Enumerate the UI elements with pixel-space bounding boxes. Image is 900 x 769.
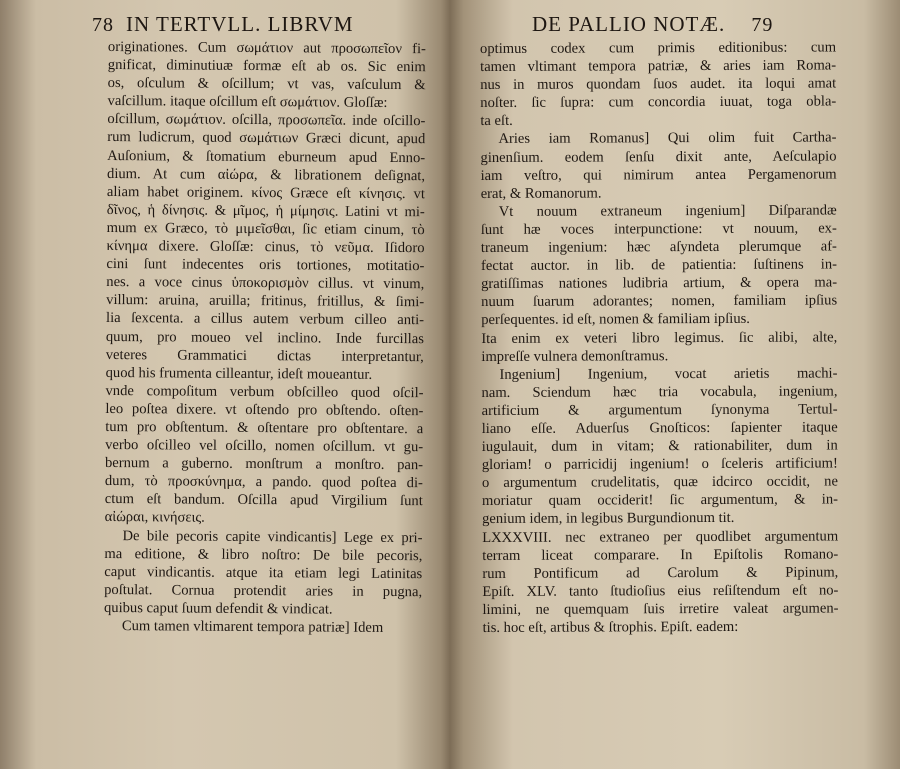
text-line: vaſcillum. itaque oſcillum eſt σωμάτιον. Gloſſæ: xyxy=(107,93,388,112)
text-line: verbo oſcilleo vel oſcillo, nomen oſcillum. vt gu- xyxy=(105,437,424,456)
page-number-left: 78 xyxy=(92,14,114,36)
text-line: gloriam! o parricidij ingenium! o ſceleris artificium! xyxy=(481,455,838,474)
text-line: Auſonium, & ſtomatium eburneum apud Enno- xyxy=(107,147,426,166)
left-page xyxy=(0,0,448,769)
text-line: perſequentes. id eſt, nomen & familiam ipſius. xyxy=(481,311,750,329)
text-line: αἰώραι, κινήσεις. xyxy=(104,509,205,527)
text-line: oſcillum, σωμάτιον. oſcilla, προσωπεῖα. inde oſcillo- xyxy=(107,111,426,130)
text-line: optimus codex cum primis editionibus: cum xyxy=(480,39,837,57)
running-header-right xyxy=(532,12,773,37)
text-line: De bile pecoris capite vindicantis] Lege ex pri- xyxy=(122,527,423,546)
running-title-right: DE PALLIO NOTÆ. xyxy=(532,12,726,36)
text-line: aliam habet originem. κίνος Græce eſt κίνησις. vt xyxy=(106,183,425,202)
text-line: dium. At cum αἰώρα, & librationem deſignat, xyxy=(106,165,426,184)
text-line: originationes. Cum σωμάτιον aut προσωπεῖον fi- xyxy=(107,38,426,58)
text-line: veteres Grammatici dictas interpretantur, xyxy=(105,346,424,365)
text-line: gratiſſimas nationes ludibria artium, & opera ma- xyxy=(481,274,838,293)
page-number-right: 79 xyxy=(751,14,774,36)
text-line: ſunt hæ voces interpunctione: vt nouum, ex- xyxy=(480,220,837,238)
running-header-left xyxy=(92,12,354,37)
text-line: erat, & Romanorum. xyxy=(480,185,602,202)
text-line: ta eſt. xyxy=(480,113,513,130)
text-line: noſter. ſic ſupra: cum concordia iuuat, toga obla- xyxy=(480,93,837,112)
text-line: gnificat, diminutiuæ formæ eſt ab os. Sic enim xyxy=(107,57,426,76)
text-line: ginenſium. eodem ſenſu dixit ante, Aeſculapio xyxy=(480,148,837,166)
text-line: quod his frumenta cilleantur, ideſt moueantur. xyxy=(105,364,373,383)
text-line: artificium & argumentum ſynonyma Tertul- xyxy=(481,401,838,419)
text-line: Epiſt. XLV. tanto ſtudioſius eius reſiſtendum eſt no- xyxy=(482,582,839,600)
text-line: terram liceat comparare. In Epiſtolis Romano- xyxy=(482,546,839,564)
text-line: Aries iam Romanus] Qui olim fuit Cartha- xyxy=(498,129,837,148)
text-line: fectat auctor. in lib. de patientia: ſuſtinens in- xyxy=(480,256,838,275)
right-text-block xyxy=(480,38,839,637)
text-line: Vt nouum extraneum ingenium] Diſparandæ xyxy=(498,202,837,220)
text-line: mum ex Græco, τὸ μιμεῖσθαι, ſic etiam cinum, τὸ xyxy=(106,219,425,239)
text-line: lia ſexcenta. a cillus autem verbum cilleo anti- xyxy=(105,310,425,329)
text-line: Ita enim ex veteri libro legimus. ſic alibi, alte, xyxy=(481,328,838,347)
text-line: ma editione, & libro noſtro: De bile pecoris, xyxy=(104,545,423,564)
text-line: rum Pontificum ad Carolum & Pipinum, xyxy=(482,564,839,582)
text-line: iam veſtro, qui nimirum antea Pergamenorum xyxy=(480,166,837,184)
text-line: ctum eſt bandum. Oſcilla apud Virgilium ſunt xyxy=(104,491,423,510)
text-line: dum, τὸ προσκύνημα, a pando. quod poſtea di- xyxy=(104,473,423,492)
text-line: Cum tamen vltimarent tempora patriæ] Idem xyxy=(121,618,384,636)
text-line: o argumentum crudelitatis, quæ idcirco occidit, ne xyxy=(481,473,838,492)
left-text-block xyxy=(104,38,426,637)
text-line: tum pro obſtentum. & oſtentare pro obſtentare. a xyxy=(105,418,424,438)
text-line: moriatur quam occiderit! ſic argumentum, & in- xyxy=(481,491,839,510)
text-line: nam. Sciendum hæc tria vocabula, ingenium, xyxy=(481,383,838,401)
text-line: genium idem, in legibus Burgundionum tit. xyxy=(482,510,735,528)
text-line: limini, ne quemquam ſuis irretire valeat argumen- xyxy=(482,600,839,618)
running-title-left: IN TERTVLL. LIBRVM xyxy=(126,12,354,36)
text-line: impreſſe vulnera demonſtramus. xyxy=(481,347,669,365)
text-line: bernum a guberno. monſtrum a monſtro. pan- xyxy=(104,455,424,474)
text-line: traneum ingenium: hæc aſyndeta plerumque af- xyxy=(480,238,837,257)
text-line: cini ſunt indecentes oris tortiones, motitatio- xyxy=(106,256,425,275)
text-line: leo poſtea dixere. vt oſtendo pro obſtendo. oſten- xyxy=(105,400,424,420)
text-line: nes. a voce cinus ὑποκορισμὸν cillus. vt vinum, xyxy=(106,274,425,293)
text-line: quum, pro moueo vel inclino. Inde furcillas xyxy=(105,328,424,347)
text-line: liano eſſe. Aduerſus Gnoſticos: ſapienter itaque xyxy=(481,419,838,437)
text-line: iugulauit, dum in vitam; & rationabiliter, dum in xyxy=(481,437,838,456)
text-line: LXXXVIII. nec extraneo per quodlibet argumentum xyxy=(482,527,839,546)
text-line: κίνημα dixere. Gloſſæ: cinus, τὸ νεῦμα. Iſidoro xyxy=(106,238,425,257)
text-line: quibus caput ſuum defendit & vindicat. xyxy=(103,599,333,618)
text-line: δῖνος, ἡ δίνησις. & μῖμος, ἡ μίμησις. Latini vt mi- xyxy=(106,201,425,221)
text-line: Ingenium] Ingenium, vocat arietis machi- xyxy=(499,365,838,383)
text-line: tamen vltimant tempora patriæ, & aries iam Roma- xyxy=(480,57,837,76)
text-line: poſtulat. Cornua protendit aries in pugna, xyxy=(104,581,423,601)
text-line: caput vindicantis. atque ita etiam legi Latinitas xyxy=(104,563,423,582)
text-line: tis. hoc eſt, artibus & ſtrophis. Epiſt. eadem: xyxy=(482,618,739,636)
right-page xyxy=(452,0,900,769)
text-line: os, oſculum & oſcillum; vt vas, vaſculum & xyxy=(107,75,426,94)
text-line: nuum ſuarum adorantes; nomen, familiam ipſius xyxy=(481,292,838,311)
text-line: nus in muros quondam ſuos audet. ita loqui amat xyxy=(480,75,837,94)
text-line: vnde compoſitum verbum obſcilleo quod oſcil- xyxy=(105,382,424,401)
text-line: villum: aruina, aruilla; fritinus, fritillus, & ſimi- xyxy=(106,292,425,311)
text-line: rum ludicrum, quod σωμάτιων Græci dicunt, apud xyxy=(107,129,426,148)
